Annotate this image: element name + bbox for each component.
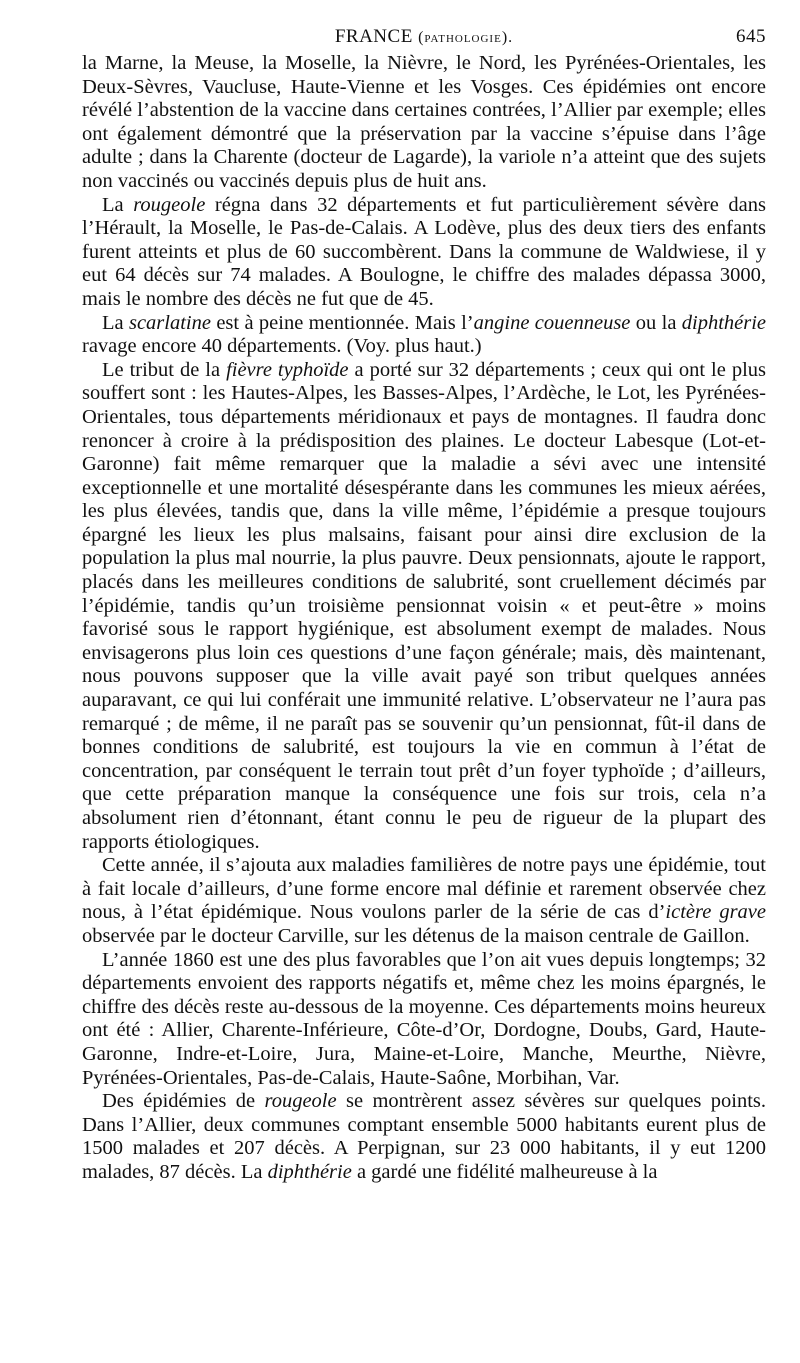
paragraph-scarlatine	[82, 312, 766, 359]
text-run: ou la	[630, 311, 682, 334]
text-run: se montrèrent assez sévères sur quelques points. Dans l’Allier, deux communes comptant ensemble 5000 habitants eurent plus de 1500 malades et 207 décès. A Perpignan, sur 23 000 habitants, il y eut 1200 malades, 87 décès. La	[82, 1090, 767, 1183]
paragraph-ictere-grave	[82, 854, 766, 948]
italic-term: ictère grave	[665, 901, 766, 924]
italic-term: scarlatine	[128, 311, 211, 334]
italic-term: angine couenneuse	[473, 311, 631, 334]
running-title-sub: (pathologie).	[418, 29, 514, 46]
text-run: ravage encore 40 départements. (Voy. plus haut.)	[82, 335, 482, 358]
text-run: L’année 1860 est une des plus favorables que l’on ait vues depuis longtemps; 32 départements envoient des rapports négatifs et, même chez les moins épargnés, le chiffre des décès reste au-dessous de la moyenne. Ces départements moins heureux ont été : Allier, Charente-Inférieure, Côte-d’Or, Dordogne, Doubs, Gard, Haute-Garonne, Indre-et-Loire, Jura, Maine-et-Loire, Manche, Meurthe, Nièvre, Pyrénées-Orientales, Pas-de-Calais, Haute-Saône, Morbihan, Var.	[82, 948, 766, 1089]
italic-term: fièvre typhoïde	[226, 358, 349, 381]
text-run: Cette année, il s’ajouta aux maladies familières de notre pays une épidémie, tout à fait locale d’ailleurs, d’une forme encore mal définie et rarement observée chez nous, à l’état épidémique. Nous voulons parler de la série de cas d’	[82, 854, 766, 924]
text-run: Des épidémies de	[102, 1090, 265, 1113]
running-title-main: FRANCE	[334, 26, 413, 47]
running-head	[82, 26, 766, 52]
paragraph-continued	[82, 52, 766, 194]
text-run: La	[102, 193, 134, 216]
paragraph-rougeole-1859	[82, 194, 766, 312]
page-number: 645	[736, 26, 766, 47]
body-text	[82, 52, 766, 1185]
text-run: La	[102, 311, 129, 334]
paragraph-fievre-typhoide	[82, 359, 766, 854]
text-run: régna dans 32 départements et fut particulièrement sévère dans l’Hérault, la Moselle, le Pas-de-Calais. A Lodève, plus des deux tiers des enfants furent atteints et plus de 60 succombèrent. Dans la commune de Waldwiese, il y eut 64 décès sur 74 malades. A Boulogne, le chiffre des malades dépassa 3000, mais le nombre des décès ne fut que de 45.	[82, 193, 767, 310]
text-run: Le tribut de la	[102, 358, 227, 381]
italic-term: rougeole	[133, 193, 206, 216]
italic-term: diphthérie	[267, 1160, 352, 1183]
text-run: est à peine mentionnée. Mais l’	[210, 311, 474, 334]
italic-term: diphthérie	[681, 311, 767, 334]
text-run: a gardé une fidélité malheureuse à la	[351, 1160, 658, 1183]
paragraph-annee-1860	[82, 949, 766, 1091]
italic-term: rougeole	[264, 1090, 337, 1113]
text-run: observée par le docteur Carville, sur les détenus de la maison centrale de Gaillon.	[82, 924, 750, 947]
paragraph-rougeole-1860	[82, 1090, 766, 1184]
text-run: la Marne, la Meuse, la Moselle, la Nièvre, le Nord, les Pyrénées-Orientales, les Deux-Sèvres, Vaucluse, Haute-Vienne et les Vosges. Ces épidémies ont encore révélé l’abstention de la vaccine dans certaines contrées, l’Allier par exemple; elles ont également démontré que la préservation par la vaccine s’épuise dans l’âge adulte ; dans la Charente (docteur de Lagarde), la variole n’a atteint que des sujets non vaccinés ou vaccinés depuis plus de huit ans.	[82, 52, 766, 192]
running-title	[82, 26, 766, 48]
text-run: a porté sur 32 départements ; ceux qui ont le plus souffert sont : les Hautes-Alpes, les Basses-Alpes, l’Ardèche, le Lot, les Pyrénées-Orientales, tous départements méridionaux et pays de montagnes. Il faudra donc renoncer à croire à la prédisposition des plaines. Le docteur Labesque (Lot-et-Garonne) fait même remarquer que la maladie a sévi avec une intensité exceptionnelle et une mortalité désespérante dans les communes les mieux aérées, les plus élevées, tandis que, dans la ville même, l’épidémie a presque toujours épargné les lieux les plus malsains, faisant pour ainsi dire exclusion de la population la plus mal nourrie, la plus pauvre. Deux pensionnats, ajoute le rapport, placés dans les meilleures conditions de salubrité, sont cruellement décimés par l’épidémie, tandis qu’un troisième pensionnat voisin « et peut-être » moins favorisé sous le rapport hygiénique, est absolument exempt de malades. Nous envisagerons plus loin ces questions d’une façon générale; mais, dès maintenant, nous pouvons supposer que la ville avait payé son tribut quelques années auparavant, ce qui lui conférait une immunité relative. L’observateur ne l’aura pas remarqué ; de même, il ne paraît pas se souvenir qu’un pensionnat, fût-il dans de bonnes conditions de salubrité, est toujours la vie en commun à l’état de concentration, par conséquent le terrain tout prêt d’un foyer typhoïde ; d’ailleurs, que cette préparation manque la conséquence une fois sur trois, cela n’a absolument rien d’étonnant, étant connu le peu de rigueur de la plupart des rapports étiologiques.	[82, 358, 766, 853]
